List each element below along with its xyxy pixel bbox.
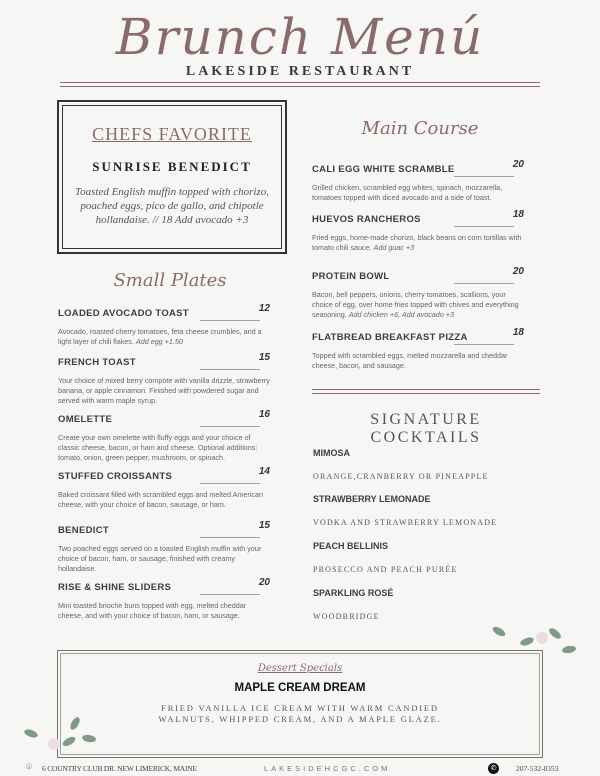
chefs-favorite-description: Toasted English muffin topped with chorizo, poached eggs, pico de gallo, and chipotle hollandaise. // 18 Add avocado +3 [75,186,269,226]
chefs-favorite-name: SUNRISE BENEDICT [92,159,252,174]
footer-website[interactable]: LAKESIDEHCGC.COM [264,764,391,773]
item-price: 18 [512,209,524,220]
menu-item [312,211,524,253]
menu-item [312,329,524,371]
cocktail-name: SPARKLING ROSÉ [313,588,394,598]
dessert-description: FRIED VANILLA ICE CREAM WITH WARM CANDIED WALNUTS, WHIPPED CREAM, AND A MAPLE GLAZE. [158,703,442,724]
item-name: STUFFED CROISSANTS [58,471,173,482]
cocktail-item [313,541,458,574]
cocktail-description: ORANGE,CRANBERRY OR PINEAPPLE [313,472,489,481]
restaurant-name: LAKESIDE RESTAURANT [185,64,415,79]
chefs-favorite-box [57,100,287,254]
item-name: PROTEIN BOWL [312,271,390,282]
item-name: BENEDICT [58,525,109,536]
small-plates-heading: Small Plates [113,270,227,291]
item-price: 12 [258,303,270,314]
footer-phone: 207-532-8353 [516,764,559,773]
menu-item [58,579,270,621]
item-description: Baked croissant filled with scrambled eggs and melted American cheese, with your choice of bacon, sausage, or ham. [58,490,263,509]
price-leader [454,176,514,177]
menu-item [58,305,270,347]
item-description: Create your own omelette with fluffy eggs and your choice of classic cheese, bacon, or ham and cheese. Optional additions: tomato, onion, green pepper, mushroom, or spinach. [58,433,258,462]
header-divider [60,82,540,87]
price-leader [200,537,260,538]
item-description: Avocado, roasted cherry tomatoes, feta cheese crumbles, and a light layer of chili flakes. [58,327,262,346]
menu-title: Brunch Menú [115,8,485,66]
item-name: FLATBREAD BREAKFAST PIZZA [312,332,468,343]
item-name: LOADED AVOCADO TOAST [58,308,189,319]
item-description: Mini toasted brioche buns topped with egg, melted cheddar cheese, and with your choice of bacon, ham, or sausage. [58,601,247,620]
dessert-name: MAPLE CREAM DREAM [234,682,366,694]
cocktail-name: MIMOSA [313,448,350,458]
item-price: 15 [258,352,270,363]
footer-address: 6 COUNTRY CLUB DR. NEW LIMERICK, MAINE [42,764,197,773]
cocktail-description: VODKA AND STRAWBERRY LEMONADE [313,518,498,527]
cocktails-divider [312,389,540,394]
item-price: 20 [512,159,524,170]
location-pin-icon: ⌾ [26,762,32,773]
item-price: 20 [512,266,524,277]
cocktail-description: PROSECCO AND PEACH PURÉE [313,565,458,574]
item-description: Two poached eggs served on a toasted English muffin with your choice of bacon, ham, or sausage, finished with creamy hollandaise. [58,544,262,573]
item-description: Topped with scrambled eggs, melted mozzarella and cheddar cheese, bacon, and sausage. [312,351,508,370]
item-price: 14 [258,466,270,477]
price-leader [454,283,514,284]
item-name: RISE & SHINE SLIDERS [58,582,172,593]
item-note: Add egg +1.50 [135,337,183,346]
cocktail-item [313,448,489,481]
chefs-favorite-heading: CHEFS FAVORITE [92,124,252,144]
menu-item [58,354,270,406]
menu-item [312,268,524,320]
item-price: 18 [512,327,524,338]
cocktail-name: PEACH BELLINIS [313,541,389,551]
price-leader [200,483,260,484]
menu-item [58,411,270,463]
dessert-heading: Dessert Specials [257,663,343,674]
menu-item [58,522,270,574]
price-leader [200,369,260,370]
price-leader [454,344,514,345]
price-leader [454,226,514,227]
dessert-box [57,650,543,758]
item-note: Add chicken +6, Add avocado +3 [348,310,454,319]
price-leader [200,426,260,427]
main-course-heading: Main Course [361,118,479,139]
price-leader [200,594,260,595]
menu-item [58,468,270,510]
cocktail-description: WOODBRIDGE [313,612,380,621]
item-description: Bacon, bell peppers, onions, cherry tomatoes, scallions, your choice of egg, over home fries topped with chives and everything seasoning. [312,290,519,319]
cocktails-heading: SIGNATURE COCKTAILS [370,411,482,446]
cocktail-name: STRAWBERRY LEMONADE [313,494,431,504]
item-name: HUEVOS RANCHEROS [312,214,421,225]
item-price: 15 [258,520,270,531]
item-name: FRENCH TOAST [58,357,136,368]
item-price: 16 [258,409,270,420]
phone-icon: ✆ [488,763,499,774]
item-name: CALI EGG WHITE SCRAMBLE [312,164,455,175]
item-name: OMELETTE [58,414,113,425]
menu-item [312,161,524,203]
item-description: Grilled chicken, scrambled egg whites, spinach, mozzarella, tomatoes topped with diced avocado and a side of toast. [312,183,503,202]
price-leader [200,320,260,321]
item-note: Add guac +3 [373,243,415,252]
cocktail-item [313,588,393,621]
item-description: Fried eggs, home-made chorizo, black beans on corn tortillas with tomato chili sauce. [312,233,522,252]
item-price: 20 [258,577,270,588]
cocktail-item [313,494,497,527]
item-description: Your choice of mixed berry compote with vanilla drizzle, strawberry banana, or apple cinnamon. Finished with powdered sugar and served with warm maple syrup. [58,376,270,405]
